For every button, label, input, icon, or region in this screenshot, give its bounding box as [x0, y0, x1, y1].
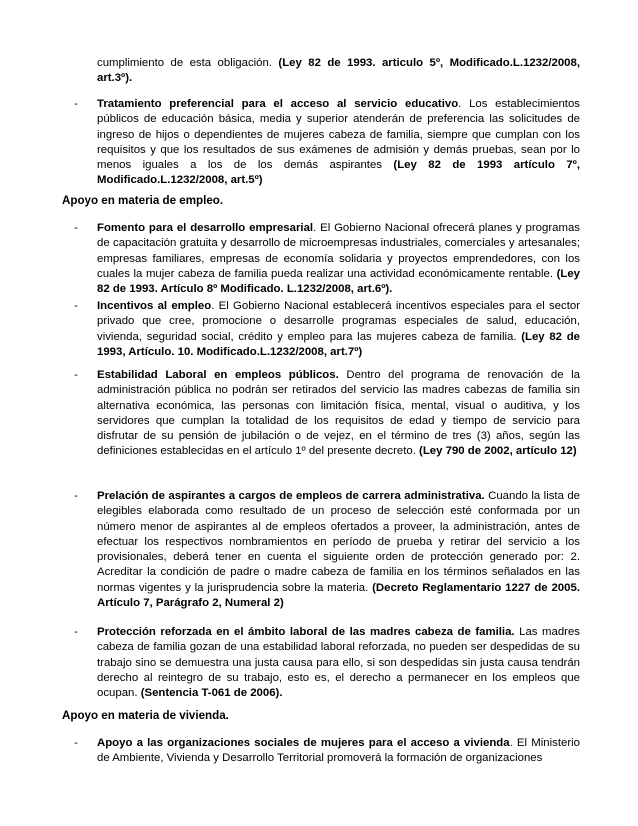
item-reference: (Ley 82 de 1993, Artículo. 10. Modificado.L.1232/2008, art.7º)	[97, 330, 580, 358]
bullet-dash: -	[74, 626, 78, 638]
intro-paragraph	[97, 56, 580, 87]
list-item-employment	[97, 368, 580, 460]
section-heading-employment: Apoyo en materia de empleo.	[62, 194, 224, 207]
item-reference: (Ley 82 de 1993. Artículo 8º Modificado. L.1232/2008, art.6º).	[97, 267, 580, 296]
section-heading-housing: Apoyo en materia de vivienda.	[62, 709, 229, 722]
intro-reference: (Ley 82 de 1993. articulo 5º, Modificado.L.1232/2008, art.3º).	[97, 57, 580, 85]
item-title: Fomento para el desarrollo empresarial	[97, 222, 314, 234]
bullet-dash: -	[74, 300, 78, 312]
item-body: Las madres cabeza de familia gozan de una estabilidad laboral reforzada, no pueden ser despedidas de su trabajo sino se demuestra una justa causa para ello, si son despedidas sin justa causa tendrán derecho al reintegro de su trabajo, esto es, el derecho a permanecer en los empleos que ocupan.	[97, 626, 580, 700]
item-title: Protección reforzada en el ámbito laboral de las madres cabeza de familia.	[97, 626, 515, 638]
item-reference: (Ley 790 de 2002, artículo 12)	[419, 445, 577, 458]
item-body: . El Gobierno Nacional establecerá incentivos especiales para el sector privado que cree, promocione o desarrolle programas especiales de salud, educación, vivienda, seguridad social, crédito y empleo para las mujeres cabeza de familia.	[97, 300, 580, 343]
bullet-dash: -	[74, 98, 78, 110]
item-title: Apoyo a las organizaciones sociales de mujeres para el acceso a vivienda	[97, 737, 510, 749]
item-reference: (Ley 82 de 1993 artículo 7º, Modificado.L.1232/2008, art.5º)	[97, 159, 580, 187]
list-item-employment	[97, 489, 580, 611]
item-body: . El Gobierno Nacional ofrecerá planes y programas de capacitación gratuita y desarrollo de microempresas industriales, comerciales y artesanales; empresas familiares, empresas de economía solidaria y proyectos emprendedores, con los cuales la mujer cabeza de familia pueda realizar una actividad económicamente rentable.	[97, 222, 580, 280]
bullet-dash: -	[74, 737, 78, 749]
item-body: . El Ministerio de Ambiente, Vivienda y Desarrollo Territorial promoverá la formación de organizaciones	[97, 737, 580, 765]
list-item-housing	[97, 736, 580, 767]
item-title: Estabilidad Laboral en empleos públicos.	[97, 369, 339, 381]
bullet-dash: -	[74, 222, 78, 234]
item-body: . Los establecimientos públicos de educación básica, media y superior atenderán de preferencia las solicitudes de ingreso de hijos o dependientes de mujeres cabeza de familia, siempre que cumplan con los requisitos y que los resultados de sus exámenes de admisión y demás pruebas, sean por lo menos iguales a los de los demás aspirantes	[97, 98, 580, 172]
item-body: Dentro del programa de renovación de la administración pública no podrán ser retirados del servicio las madres cabezas de familia sin alternativa económica, las personas con limitación física, mental, visual o auditiva, y los servidores que cumplan la totalidad de los requisitos de edad y tiempo de servicio para disfrutar de su pensión de jubilación o de vejez, en el término de tres (3) años, según las definiciones establecidas en el artículo 1º del presente decreto.	[97, 369, 580, 458]
item-title: Tratamiento preferencial para el acceso al servicio educativo	[97, 98, 459, 110]
bullet-dash: -	[74, 490, 78, 502]
item-title: Incentivos al empleo	[97, 300, 212, 312]
item-body: Cuando la lista de elegibles elaborada como resultado de un proceso de selección esté conformada por un número menor de aspirantes al de empleos ofertados a proveer, la administración, antes de efectuar los respectivos nombramientos en período de prueba y retirar del servicio a los provisionales, deberá tener en cuenta el siguiente orden de protección generado por: 2. Acreditar la condición de padre o madre cabeza de familia en los términos señalados en las normas vigentes y la jurisprudencia sobre la materia.	[97, 490, 581, 594]
list-item-employment	[97, 221, 580, 297]
item-reference: (Sentencia T-061 de 2006).	[140, 687, 283, 700]
intro-text: cumplimiento de esta obligación.	[97, 57, 279, 69]
list-item-education	[97, 97, 580, 189]
item-title: Prelación de aspirantes a cargos de empleos de carrera administrativa.	[97, 490, 485, 502]
list-item-employment	[97, 625, 580, 701]
bullet-dash: -	[74, 369, 78, 381]
item-reference: (Decreto Reglamentario 1227 de 2005. Artículo 7, Parágrafo 2, Numeral 2)	[97, 581, 580, 610]
list-item-employment	[97, 299, 580, 360]
